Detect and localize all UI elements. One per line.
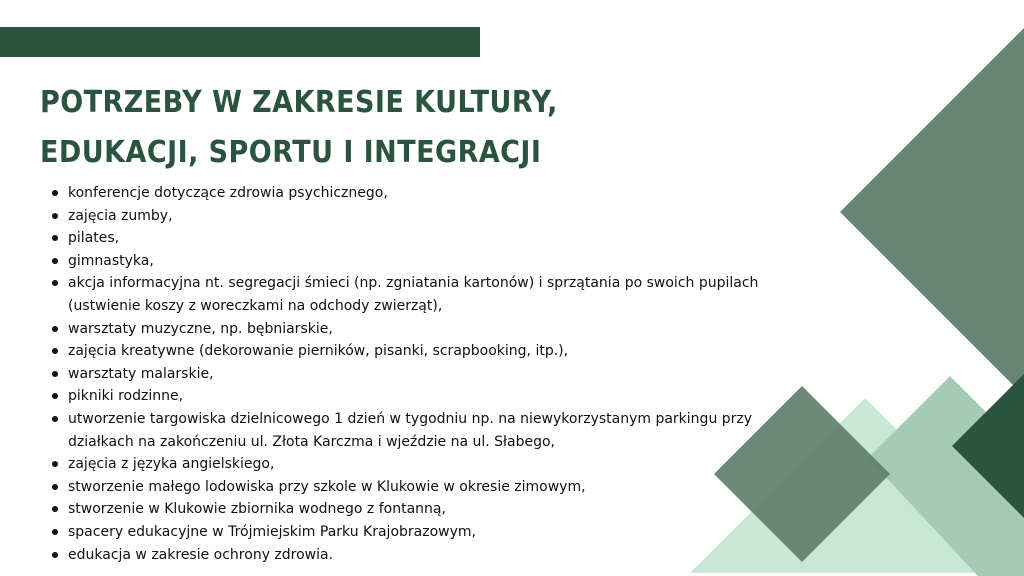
list-item: pilates, (50, 227, 770, 250)
list-item: zajęcia zumby, (50, 205, 770, 228)
list-item: akcja informacyjna nt. segregacji śmieci (np. zgniatania kartonów) i sprzątania po swoich pupilach (ustwienie koszy z woreczkami na odchody zwierząt), (50, 272, 770, 317)
list-item: spacery edukacyjne w Trójmiejskim Parku Krajobrazowym, (50, 521, 770, 544)
list-item: warsztaty malarskie, (50, 363, 770, 386)
slide-title: POTRZEBY W ZAKRESIE KULTURY, EDUKACJI, SPORTU I INTEGRACJI (40, 85, 558, 170)
top-accent-bar (0, 27, 480, 57)
list-item: edukacja w zakresie ochrony zdrowia. (50, 544, 770, 567)
list-item: stworzenie w Klukowie zbiornika wodnego z fontanną, (50, 498, 770, 521)
needs-list (50, 182, 770, 566)
list-item: konferencje dotyczące zdrowia psychicznego, (50, 182, 770, 205)
list-item: zajęcia kreatywne (dekorowanie pierników, pisanki, scrapbooking, itp.), (50, 340, 770, 363)
list-item: warsztaty muzyczne, np. bębniarskie, (50, 318, 770, 341)
list-item: utworzenie targowiska dzielnicowego 1 dzień w tygodniu np. na niewykorzystanym parkingu przy działkach na zakończeniu ul. Złota Karczma i wjeździe na ul. Słabego, (50, 408, 770, 453)
list-item: stworzenie małego lodowiska przy szkole w Klukowie w okresie zimowym, (50, 476, 770, 499)
list-item: gimnastyka, (50, 250, 770, 273)
list-item: zajęcia z języka angielskiego, (50, 453, 770, 476)
large-diamond-shape (840, 28, 1024, 396)
list-item: pikniki rodzinne, (50, 385, 770, 408)
